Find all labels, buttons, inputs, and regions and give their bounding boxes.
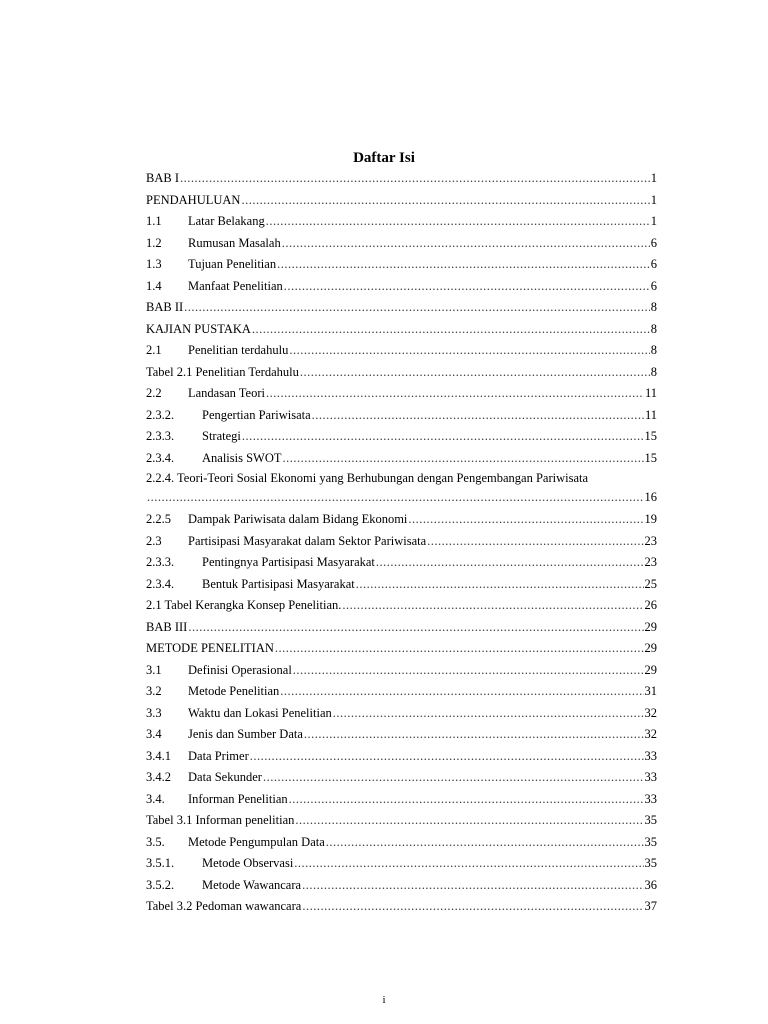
toc-entry[interactable] [146, 724, 657, 746]
toc-entry-page: 8 [650, 364, 657, 379]
toc-entry-page: 23 [644, 555, 657, 569]
toc-entry-page: 25 [644, 576, 657, 591]
toc-leader-dots [333, 703, 644, 725]
toc-entry-title: Pengertian Pariwisata [202, 407, 311, 422]
toc-entry-title: PENDAHULUAN [146, 192, 241, 207]
toc-entry-page: 23 [644, 533, 657, 548]
toc-entry[interactable] [146, 767, 657, 789]
toc-entry[interactable] [146, 405, 657, 427]
toc-entry-page: 29 [644, 662, 657, 677]
toc-entry-page: 33 [644, 748, 657, 763]
toc-entry-page: 32 [644, 705, 657, 720]
toc-entry-title: Definisi Operasional [188, 662, 292, 677]
toc-entry-title: BAB II [146, 300, 184, 314]
toc-entry[interactable] [146, 448, 657, 470]
toc-entry[interactable] [146, 660, 657, 682]
toc-entry[interactable] [146, 810, 657, 832]
toc-leader-dots [266, 211, 650, 233]
toc-leader-dots [294, 853, 643, 875]
toc-entry-number: 2.3.2. [146, 407, 175, 422]
toc-entry-title: Data Sekunder [188, 770, 262, 784]
toc-entry-page: 33 [644, 770, 657, 784]
toc-entry-title: Pentingnya Partisipasi Masyarakat [202, 555, 375, 569]
toc-entry-page: 1 [650, 171, 657, 185]
toc-entry-title: Latar Belakang [188, 214, 265, 228]
toc-entry-title: METODE PENELITIAN [146, 641, 274, 655]
toc-entry-number: 3.1 [146, 662, 162, 677]
toc-entry[interactable] [146, 509, 657, 531]
toc-leader-dots [277, 254, 650, 276]
toc-entry-page: 1 [650, 214, 657, 228]
toc-leader-dots [284, 276, 650, 298]
toc-entry-title: Strategi [202, 429, 241, 443]
toc-leader-dots [342, 595, 643, 617]
toc-entry-number: 3.5.1. [146, 856, 175, 870]
toc-entry-title: Analisis SWOT [202, 450, 282, 465]
toc-entry[interactable] [146, 617, 657, 639]
toc-entry-number: 3.5.2. [146, 877, 175, 892]
toc-entry-number: 2.3.4. [146, 450, 175, 465]
toc-entry-title: Metode Penelitian [188, 684, 280, 698]
toc-entry-title: Metode Wawancara [202, 877, 302, 892]
toc-entry[interactable] [146, 574, 657, 596]
toc-entry-page: 8 [650, 321, 657, 336]
toc-entry-page: 35 [644, 856, 657, 870]
toc-entry-number: 3.2 [146, 684, 162, 698]
toc-entry-number: 2.3 [146, 533, 162, 548]
toc-entry[interactable] [146, 789, 657, 811]
table-of-contents [146, 168, 657, 918]
toc-leader-dots [302, 875, 643, 897]
toc-leader-dots [188, 617, 643, 639]
toc-leader-dots [275, 638, 644, 660]
toc-leader-dots [408, 509, 643, 531]
toc-entry-page: 36 [644, 877, 657, 892]
toc-entry-number: 2.2.5 [146, 512, 171, 526]
toc-entry-page: 6 [650, 257, 657, 271]
toc-leader-dots [293, 660, 644, 682]
toc-entry-page: 6 [650, 235, 657, 250]
toc-entry-title: KAJIAN PUSTAKA [146, 321, 251, 336]
toc-entry[interactable] [146, 875, 657, 897]
toc-entry-number: 2.1 [146, 343, 162, 357]
toc-entry-page: 8 [650, 343, 657, 357]
toc-entry[interactable] [146, 595, 657, 617]
toc-entry-page: 11 [644, 407, 657, 422]
toc-entry[interactable] [146, 552, 657, 574]
toc-leader-dots [147, 487, 644, 507]
toc-entry-title: Metode Observasi [202, 856, 294, 870]
toc-leader-dots [180, 168, 650, 190]
toc-entry[interactable] [146, 276, 657, 298]
toc-entry[interactable] [146, 211, 657, 233]
toc-entry-title: 2.2.4. Teori-Teori Sosial Ekonomi yang Berhubungan dengan Pengembangan Pariwisata [146, 471, 589, 485]
toc-entry-page: 29 [644, 619, 657, 634]
toc-entry-page: 29 [644, 641, 657, 655]
toc-entry-number: 2.3.3. [146, 555, 175, 569]
toc-leader-dots [280, 681, 643, 703]
toc-entry-page: 31 [644, 684, 657, 698]
page-title: Daftar Isi [353, 150, 415, 166]
toc-entry-title: Partisipasi Masyarakat dalam Sektor Pariwisata [188, 533, 427, 548]
toc-leader-dots [289, 789, 644, 811]
toc-leader-dots [283, 448, 644, 470]
toc-entry[interactable] [146, 297, 657, 319]
toc-entry-title: Tabel 3.2 Pedoman wawancara [146, 899, 302, 913]
toc-entry-number: 1.3 [146, 257, 162, 271]
toc-entry-page: 15 [644, 429, 657, 443]
toc-entry-number: 2.3.3. [146, 429, 175, 443]
toc-entry[interactable] [146, 703, 657, 725]
toc-entry-number: 3.4 [146, 727, 162, 741]
toc-entry-number: 1.2 [146, 235, 162, 250]
toc-entry-number: 3.4. [146, 791, 165, 806]
toc-entry-page: 15 [644, 450, 657, 465]
toc-leader-dots [356, 574, 644, 596]
toc-entry[interactable] [146, 168, 657, 190]
toc-entry-title: Waktu dan Lokasi Penelitian [188, 705, 332, 720]
toc-entry-title: Dampak Pariwisata dalam Bidang Ekonomi [188, 512, 408, 526]
toc-entry[interactable] [146, 190, 657, 212]
toc-entry-title: Rumusan Masalah [188, 235, 281, 250]
toc-entry-page: 8 [650, 300, 657, 314]
toc-entry[interactable] [146, 319, 657, 341]
toc-entry[interactable] [146, 638, 657, 660]
toc-leader-dots [302, 896, 643, 918]
toc-entry-number: 1.1 [146, 214, 162, 228]
toc-entry-title: Tabel 3.1 Informan penelitian [146, 813, 295, 827]
toc-entry-title: Landasan Teori [188, 386, 265, 400]
toc-entry-page: 19 [644, 512, 657, 526]
toc-entry-title: Penelitian terdahulu [188, 343, 289, 357]
toc-leader-dots [312, 405, 644, 427]
toc-leader-dots [376, 552, 644, 574]
toc-entry-page: 37 [644, 899, 657, 913]
toc-entry[interactable] [146, 383, 657, 405]
toc-entry-number: 3.3 [146, 705, 162, 720]
toc-entry-title: BAB I [146, 171, 179, 185]
toc-entry[interactable] [146, 469, 657, 509]
toc-leader-dots [295, 810, 643, 832]
toc-entry-page: 35 [644, 834, 657, 849]
toc-entry[interactable] [146, 426, 657, 448]
toc-leader-dots [326, 832, 644, 854]
toc-entry-page: 11 [644, 386, 657, 400]
toc-leader-dots [241, 190, 649, 212]
toc-entry-page: 32 [644, 727, 657, 741]
toc-entry-page: 1 [650, 192, 657, 207]
toc-entry[interactable] [146, 896, 657, 918]
toc-leader-dots [242, 426, 644, 448]
toc-entry-title: Informan Penelitian [188, 791, 288, 806]
toc-leader-dots [289, 340, 649, 362]
toc-leader-dots [282, 233, 650, 255]
toc-entry[interactable] [146, 531, 657, 553]
toc-entry-title: Bentuk Partisipasi Masyarakat [202, 576, 355, 591]
toc-leader-dots [266, 383, 644, 405]
toc-leader-dots [304, 724, 644, 746]
toc-entry-title: Metode Pengumpulan Data [188, 834, 325, 849]
toc-entry-title: 2.1 Tabel Kerangka Konsep Penelitian. [146, 598, 342, 612]
toc-leader-dots [250, 746, 644, 768]
toc-entry-title: Manfaat Penelitian [188, 278, 283, 293]
toc-entry-title: Tabel 2.1 Penelitian Terdahulu [146, 364, 299, 379]
toc-entry-title: BAB III [146, 619, 188, 634]
toc-entry-page: 6 [650, 278, 657, 293]
toc-leader-dots [263, 767, 644, 789]
toc-entry-title: Data Primer [188, 748, 249, 763]
toc-entry-page: 16 [644, 490, 657, 504]
toc-leader-dots [300, 362, 650, 384]
toc-entry-page: 35 [644, 813, 657, 827]
toc-entry[interactable] [146, 362, 657, 384]
toc-entry-page: 26 [644, 598, 657, 612]
toc-entry-number: 3.4.2 [146, 770, 171, 784]
toc-entry-number: 2.3.4. [146, 576, 175, 591]
toc-entry-number: 3.5. [146, 834, 165, 849]
toc-entry[interactable] [146, 832, 657, 854]
toc-entry[interactable] [146, 254, 657, 276]
toc-entry-number: 3.4.1 [146, 748, 171, 763]
toc-entry[interactable] [146, 853, 657, 875]
page-number: i [382, 994, 386, 1006]
toc-entry[interactable] [146, 340, 657, 362]
toc-entry-title: Tujuan Penelitian [188, 257, 277, 271]
toc-entry[interactable] [146, 681, 657, 703]
toc-entry-title: Jenis dan Sumber Data [188, 727, 303, 741]
toc-leader-dots [252, 319, 650, 341]
toc-entry[interactable] [146, 746, 657, 768]
toc-leader-dots [184, 297, 650, 319]
toc-entry-page: 33 [644, 791, 657, 806]
toc-entry-number: 2.2 [146, 386, 162, 400]
toc-entry[interactable] [146, 233, 657, 255]
toc-leader-dots [427, 531, 643, 553]
toc-entry-number: 1.4 [146, 278, 162, 293]
